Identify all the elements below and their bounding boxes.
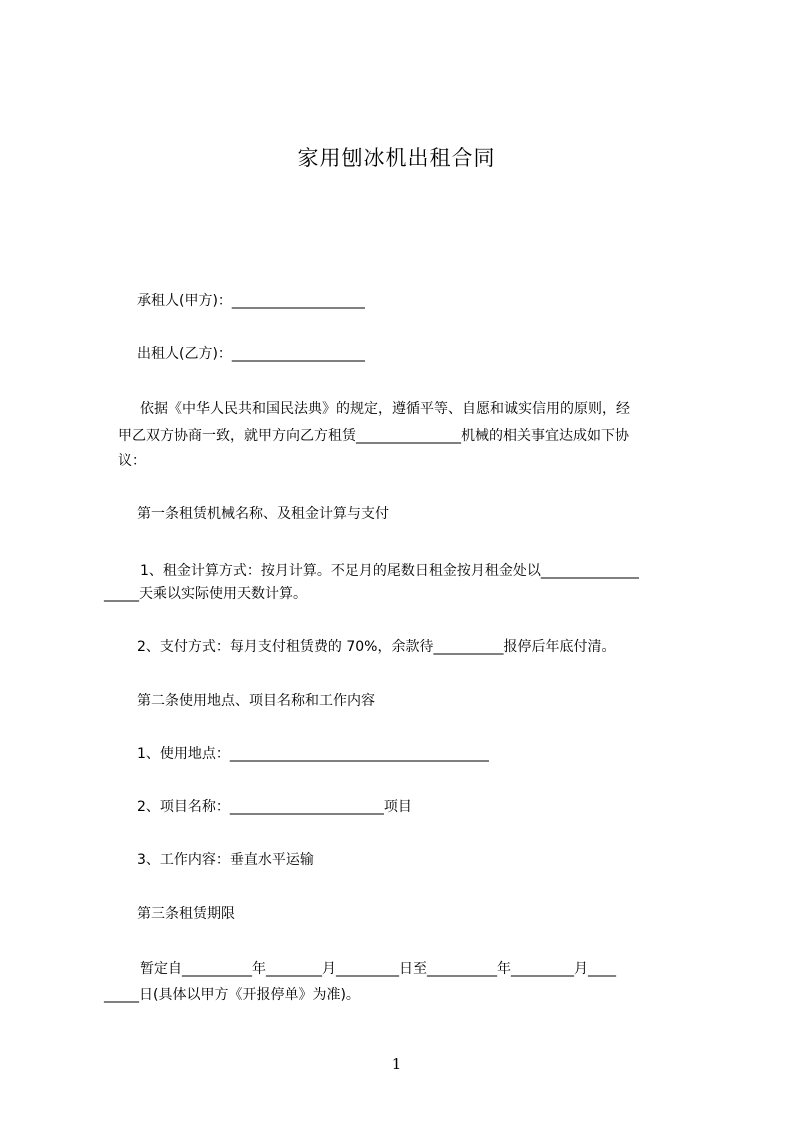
article-2-item-2: 2、项目名称：______________________项目 [137,799,412,815]
preamble-line-2: 甲乙双方协商一致，就甲方向乙方租赁_______________机械的相关事宜达成如下协 [118,428,629,444]
preamble-line-1: 依据《中华人民共和国民法典》的规定，遵循平等、自愿和诚实信用的原则，经 [140,401,630,417]
article-2-item-3: 3、工作内容：垂直水平运输 [137,852,314,868]
page-number: 1 [391,1055,402,1073]
article-3-line-1: 暂定自__________年________月_________日至__________年_________月____ [140,961,616,977]
article-1-title: 第一条租赁机械名称、及租金计算与支付 [137,506,389,522]
article-1-item-1-line-1: 1、租金计算方式：按月计算。不足月的尾数日租金按月租金处以______________ [140,563,639,579]
lessor-line: 出租人(乙方)：___________________ [137,346,365,362]
preamble-line-3: 议： [118,453,146,469]
lessee-line: 承租人(甲方)：___________________ [137,293,365,309]
article-3-title: 第三条租赁期限 [137,906,235,922]
article-2-title: 第二条使用地点、项目名称和工作内容 [137,693,375,709]
article-2-item-1: 1、使用地点：_____________________________________ [137,746,489,762]
article-1-item-1-line-2: _____天乘以实际使用天数计算。 [104,586,307,602]
article-1-item-2: 2、支付方式：每月支付租赁费的 70%，余款待__________报停后年底付清。 [137,639,616,655]
article-3-line-2: _____日(具体以甲方《开报停单》为准)。 [104,987,360,1003]
document-title: 家用刨冰机出租合同 [297,146,496,170]
